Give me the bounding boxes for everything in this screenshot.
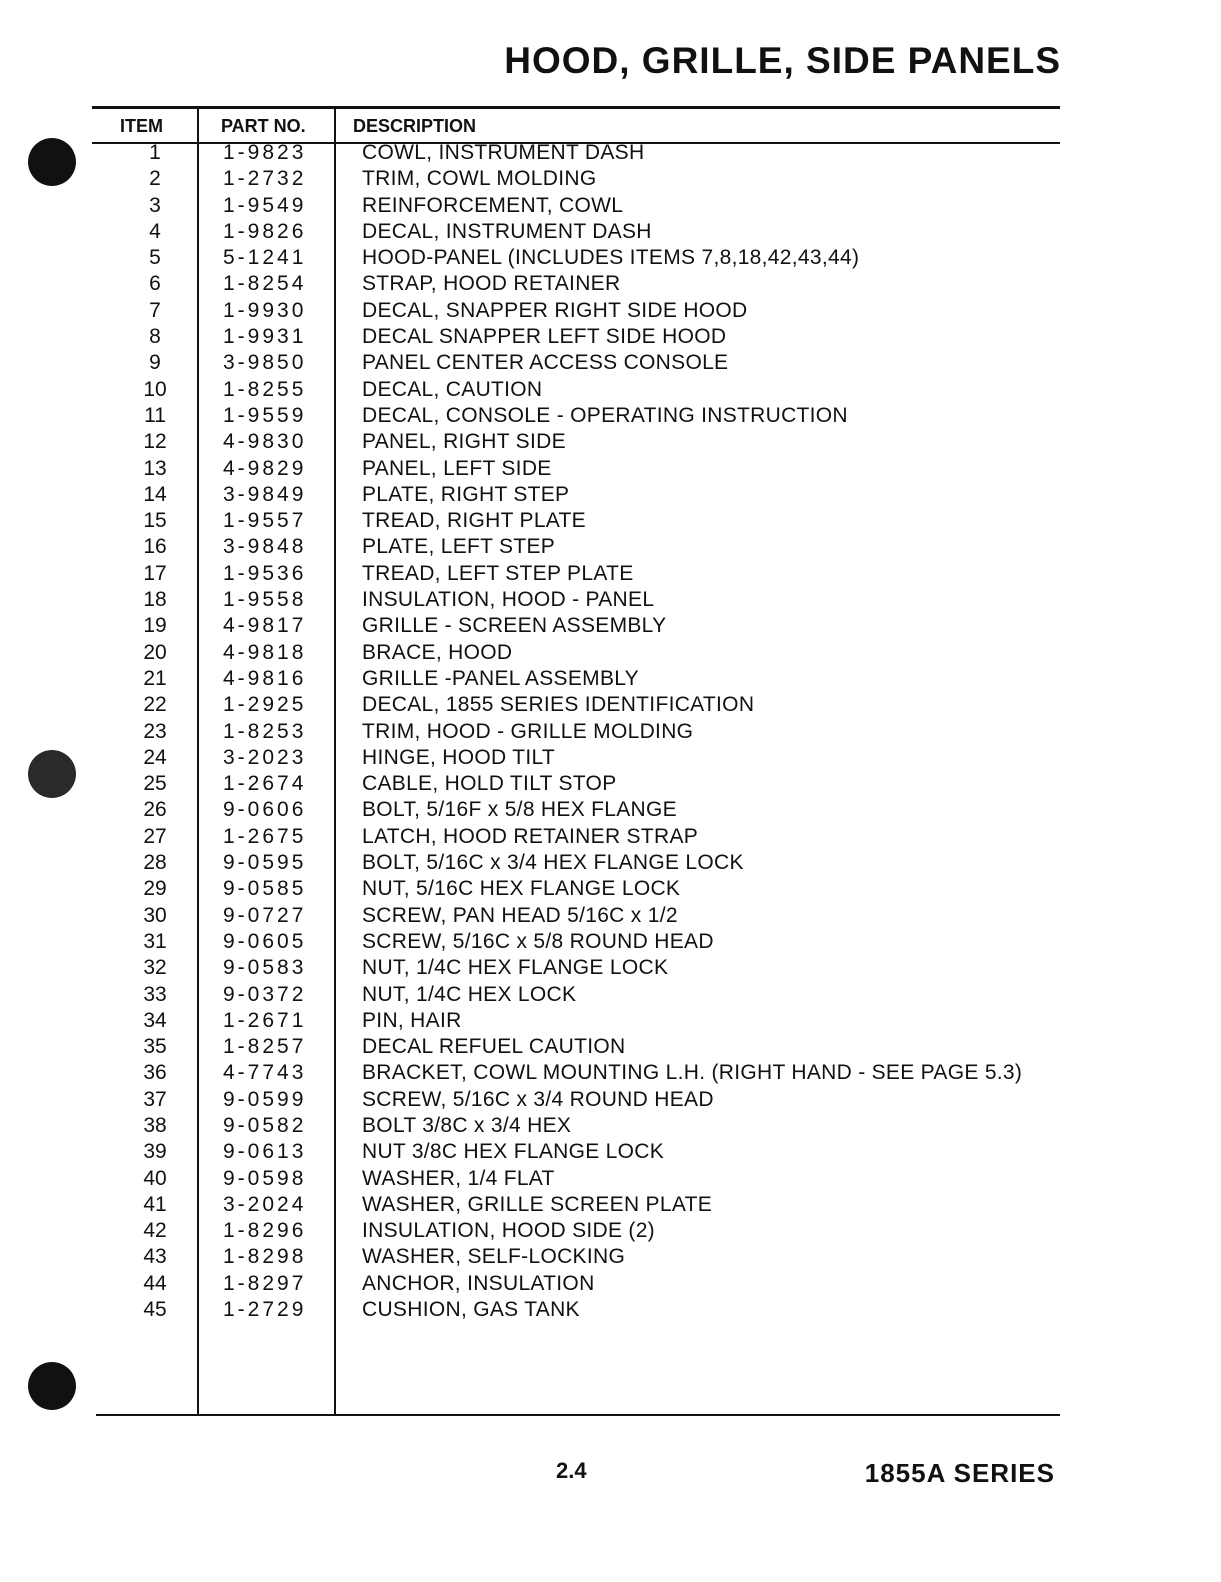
- table-row: [0, 745, 1221, 771]
- part-number: 1-8297: [223, 1271, 307, 1295]
- table-row: [0, 534, 1221, 560]
- part-description: BOLT, 5/16F x 5/8 HEX FLANGE: [362, 798, 677, 822]
- part-number: 1-2925: [223, 693, 307, 717]
- table-row: [0, 482, 1221, 508]
- item-number: 23: [143, 719, 167, 743]
- table-row: [0, 982, 1221, 1008]
- part-description: TREAD, RIGHT PLATE: [362, 509, 586, 533]
- part-number: 1-2671: [223, 1008, 307, 1032]
- page-title: HOOD, GRILLE, SIDE PANELS: [504, 40, 1061, 81]
- part-description: DECAL REFUEL CAUTION: [362, 1035, 626, 1059]
- item-number: 31: [143, 929, 167, 953]
- part-number: 1-2732: [223, 167, 307, 191]
- part-description: HINGE, HOOD TILT: [362, 745, 556, 769]
- item-number: 5: [149, 246, 161, 270]
- part-number: 4-9829: [223, 456, 307, 480]
- table-row: [0, 666, 1221, 692]
- part-number: 9-0372: [223, 982, 307, 1006]
- item-number: 12: [143, 430, 167, 454]
- part-description: NUT, 1/4C HEX LOCK: [362, 982, 577, 1006]
- part-number: 9-0727: [223, 903, 307, 927]
- item-number: 10: [143, 377, 167, 401]
- item-number: 4: [149, 219, 161, 243]
- part-description: DECAL, INSTRUMENT DASH: [362, 219, 652, 243]
- part-number: 1-8298: [223, 1245, 307, 1269]
- table-row: [0, 850, 1221, 876]
- item-number: 44: [143, 1271, 167, 1295]
- part-description: SCREW, 5/16C x 3/4 ROUND HEAD: [362, 1087, 714, 1111]
- header-description: DESCRIPTION: [353, 116, 477, 136]
- item-number: 27: [143, 824, 167, 848]
- table-row: [0, 1139, 1221, 1165]
- part-description: TRIM, HOOD - GRILLE MOLDING: [362, 719, 694, 743]
- item-number: 6: [149, 272, 161, 296]
- part-description: LATCH, HOOD RETAINER STRAP: [362, 824, 699, 848]
- table-row: [0, 903, 1221, 929]
- part-number: 4-9817: [223, 614, 307, 638]
- part-description: BRACKET, COWL MOUNTING L.H. (RIGHT HAND - SEE PAGE 5.3): [362, 1061, 1023, 1085]
- part-description: TRIM, COWL MOLDING: [362, 167, 597, 191]
- part-description: INSULATION, HOOD SIDE (2): [362, 1219, 655, 1243]
- item-number: 9: [149, 351, 161, 375]
- part-number: 9-0605: [223, 929, 307, 953]
- table-row: [0, 587, 1221, 613]
- table-row: [0, 508, 1221, 534]
- table-row: [0, 193, 1221, 219]
- item-number: 3: [149, 193, 161, 217]
- part-number: 4-7743: [223, 1061, 307, 1085]
- table-row: [0, 1113, 1221, 1139]
- part-number: 1-9558: [223, 588, 307, 612]
- part-number: 9-0585: [223, 877, 307, 901]
- part-number: 1-9559: [223, 403, 307, 427]
- part-description: PLATE, RIGHT STEP: [362, 482, 570, 506]
- item-number: 34: [143, 1008, 167, 1032]
- table-row: [0, 1166, 1221, 1192]
- table-row: [0, 1087, 1221, 1113]
- header-item: ITEM: [120, 116, 163, 136]
- item-number: 1: [149, 141, 161, 164]
- table-row: [0, 876, 1221, 902]
- table-row: [0, 1060, 1221, 1086]
- table-row: [0, 324, 1221, 350]
- item-number: 35: [143, 1035, 167, 1059]
- part-description: PIN, HAIR: [362, 1008, 462, 1032]
- item-number: 38: [143, 1113, 167, 1137]
- item-number: 20: [143, 640, 167, 664]
- item-number: 22: [143, 693, 167, 717]
- table-row: [0, 561, 1221, 587]
- page-number: 2.4: [556, 1458, 587, 1483]
- table-row: [0, 456, 1221, 482]
- part-description: PANEL CENTER ACCESS CONSOLE: [362, 351, 729, 375]
- part-number: 1-2674: [223, 772, 307, 796]
- table-row: [0, 1008, 1221, 1034]
- item-number: 24: [143, 745, 167, 769]
- part-number: 3-9848: [223, 535, 307, 559]
- table-row: [0, 929, 1221, 955]
- table-row: [0, 245, 1221, 271]
- table-row: [0, 298, 1221, 324]
- part-description: GRILLE -PANEL ASSEMBLY: [362, 666, 639, 690]
- part-number: 9-0606: [223, 798, 307, 822]
- table-bottom-rule: [96, 1414, 1060, 1416]
- item-number: 2: [149, 167, 161, 191]
- part-number: 9-0582: [223, 1113, 307, 1137]
- part-number: 9-0613: [223, 1140, 307, 1164]
- table-row: [0, 1034, 1221, 1060]
- item-number: 33: [143, 982, 167, 1006]
- item-number: 42: [143, 1219, 167, 1243]
- table-row: [0, 613, 1221, 639]
- item-number: 21: [143, 666, 167, 690]
- item-number: 32: [143, 956, 167, 980]
- part-description: SCREW, 5/16C x 5/8 ROUND HEAD: [362, 929, 714, 953]
- part-number: 4-9818: [223, 640, 307, 664]
- item-number: 7: [149, 298, 161, 322]
- part-description: PLATE, LEFT STEP: [362, 535, 556, 559]
- item-number: 13: [143, 456, 167, 480]
- part-number: 3-9850: [223, 351, 307, 375]
- part-description: NUT, 5/16C HEX FLANGE LOCK: [362, 877, 681, 901]
- part-number: 9-0598: [223, 1166, 307, 1190]
- part-description: NUT 3/8C HEX FLANGE LOCK: [362, 1140, 665, 1164]
- part-description: CUSHION, GAS TANK: [362, 1298, 580, 1322]
- part-number: 1-9549: [223, 193, 307, 217]
- table-row: [0, 719, 1221, 745]
- part-description: BOLT 3/8C x 3/4 HEX: [362, 1113, 572, 1137]
- part-number: 1-2675: [223, 824, 307, 848]
- part-description: INSULATION, HOOD - PANEL: [362, 588, 655, 612]
- part-number: 1-2729: [223, 1298, 307, 1322]
- table-row: [0, 797, 1221, 823]
- part-description: ANCHOR, INSULATION: [362, 1271, 595, 1295]
- table-row: [0, 771, 1221, 797]
- item-number: 28: [143, 851, 167, 875]
- item-number: 41: [143, 1192, 167, 1216]
- table-row: [0, 1271, 1221, 1297]
- part-description: DECAL SNAPPER LEFT SIDE HOOD: [362, 325, 727, 349]
- item-number: 14: [143, 482, 167, 506]
- item-number: 11: [144, 403, 166, 427]
- part-number: 5-1241: [223, 246, 307, 270]
- table-row: [0, 640, 1221, 666]
- binder-hole-bottom: [28, 1362, 76, 1410]
- part-description: WASHER, 1/4 FLAT: [362, 1166, 555, 1190]
- table-row: [0, 140, 1221, 166]
- part-description: GRILLE - SCREEN ASSEMBLY: [362, 614, 667, 638]
- header-part-no: PART NO.: [221, 116, 306, 136]
- part-number: 9-0595: [223, 851, 307, 875]
- part-description: STRAP, HOOD RETAINER: [362, 272, 621, 296]
- part-description: TREAD, LEFT STEP PLATE: [362, 561, 634, 585]
- table-row: [0, 955, 1221, 981]
- parts-table-body: [0, 140, 1221, 1323]
- item-number: 29: [143, 877, 167, 901]
- series-label: 1855A SERIES: [864, 1458, 1055, 1488]
- table-row: [0, 1244, 1221, 1270]
- item-number: 40: [143, 1166, 167, 1190]
- item-number: 26: [143, 798, 167, 822]
- table-row: [0, 271, 1221, 297]
- part-number: 1-8296: [223, 1219, 307, 1243]
- part-number: 1-8253: [223, 719, 307, 743]
- part-number: 1-9930: [223, 298, 307, 322]
- table-row: [0, 429, 1221, 455]
- part-number: 1-9536: [223, 561, 307, 585]
- part-description: PANEL, LEFT SIDE: [362, 456, 552, 480]
- part-number: 1-8255: [223, 377, 307, 401]
- item-number: 19: [143, 614, 167, 638]
- item-number: 15: [143, 509, 167, 533]
- part-number: 1-8257: [223, 1035, 307, 1059]
- item-number: 37: [143, 1087, 167, 1111]
- part-number: 9-0599: [223, 1087, 307, 1111]
- part-number: 9-0583: [223, 956, 307, 980]
- item-number: 45: [143, 1298, 167, 1322]
- part-description: DECAL, 1855 SERIES IDENTIFICATION: [362, 693, 755, 717]
- table-row: [0, 1218, 1221, 1244]
- part-description: BOLT, 5/16C x 3/4 HEX FLANGE LOCK: [362, 851, 744, 875]
- part-description: DECAL, SNAPPER RIGHT SIDE HOOD: [362, 298, 748, 322]
- table-row: [0, 1297, 1221, 1323]
- table-row: [0, 824, 1221, 850]
- table-row: [0, 1192, 1221, 1218]
- item-number: 8: [149, 325, 161, 349]
- part-description: WASHER, GRILLE SCREEN PLATE: [362, 1192, 713, 1216]
- table-row: [0, 166, 1221, 192]
- part-number: 1-9823: [223, 141, 307, 164]
- table-row: [0, 692, 1221, 718]
- part-number: 1-9826: [223, 219, 307, 243]
- part-description: WASHER, SELF-LOCKING: [362, 1245, 626, 1269]
- item-number: 36: [143, 1061, 167, 1085]
- item-number: 16: [143, 535, 167, 559]
- part-number: 4-9830: [223, 430, 307, 454]
- table-row: [0, 377, 1221, 403]
- item-number: 18: [143, 588, 167, 612]
- item-number: 25: [143, 772, 167, 796]
- part-description: PANEL, RIGHT SIDE: [362, 430, 566, 454]
- item-number: 30: [143, 903, 167, 927]
- part-number: 1-9931: [223, 325, 307, 349]
- table-row: [0, 219, 1221, 245]
- part-description: COWL, INSTRUMENT DASH: [362, 141, 645, 164]
- part-number: 1-9557: [223, 509, 307, 533]
- item-number: 39: [143, 1140, 167, 1164]
- item-number: 17: [143, 561, 167, 585]
- part-description: BRACE, HOOD: [362, 640, 513, 664]
- part-description: HOOD-PANEL (INCLUDES ITEMS 7,8,18,42,43,44): [362, 246, 860, 270]
- part-description: NUT, 1/4C HEX FLANGE LOCK: [362, 956, 669, 980]
- part-number: 3-9849: [223, 482, 307, 506]
- part-number: 3-2023: [223, 745, 307, 769]
- table-top-rule: [92, 106, 1060, 109]
- table-row: [0, 350, 1221, 376]
- part-description: DECAL, CAUTION: [362, 377, 543, 401]
- part-number: 3-2024: [223, 1192, 307, 1216]
- part-number: 1-8254: [223, 272, 307, 296]
- part-number: 4-9816: [223, 666, 307, 690]
- table-row: [0, 403, 1221, 429]
- part-description: REINFORCEMENT, COWL: [362, 193, 624, 217]
- part-description: DECAL, CONSOLE - OPERATING INSTRUCTION: [362, 403, 848, 427]
- part-description: SCREW, PAN HEAD 5/16C x 1/2: [362, 903, 678, 927]
- part-description: CABLE, HOLD TILT STOP: [362, 772, 617, 796]
- item-number: 43: [143, 1245, 167, 1269]
